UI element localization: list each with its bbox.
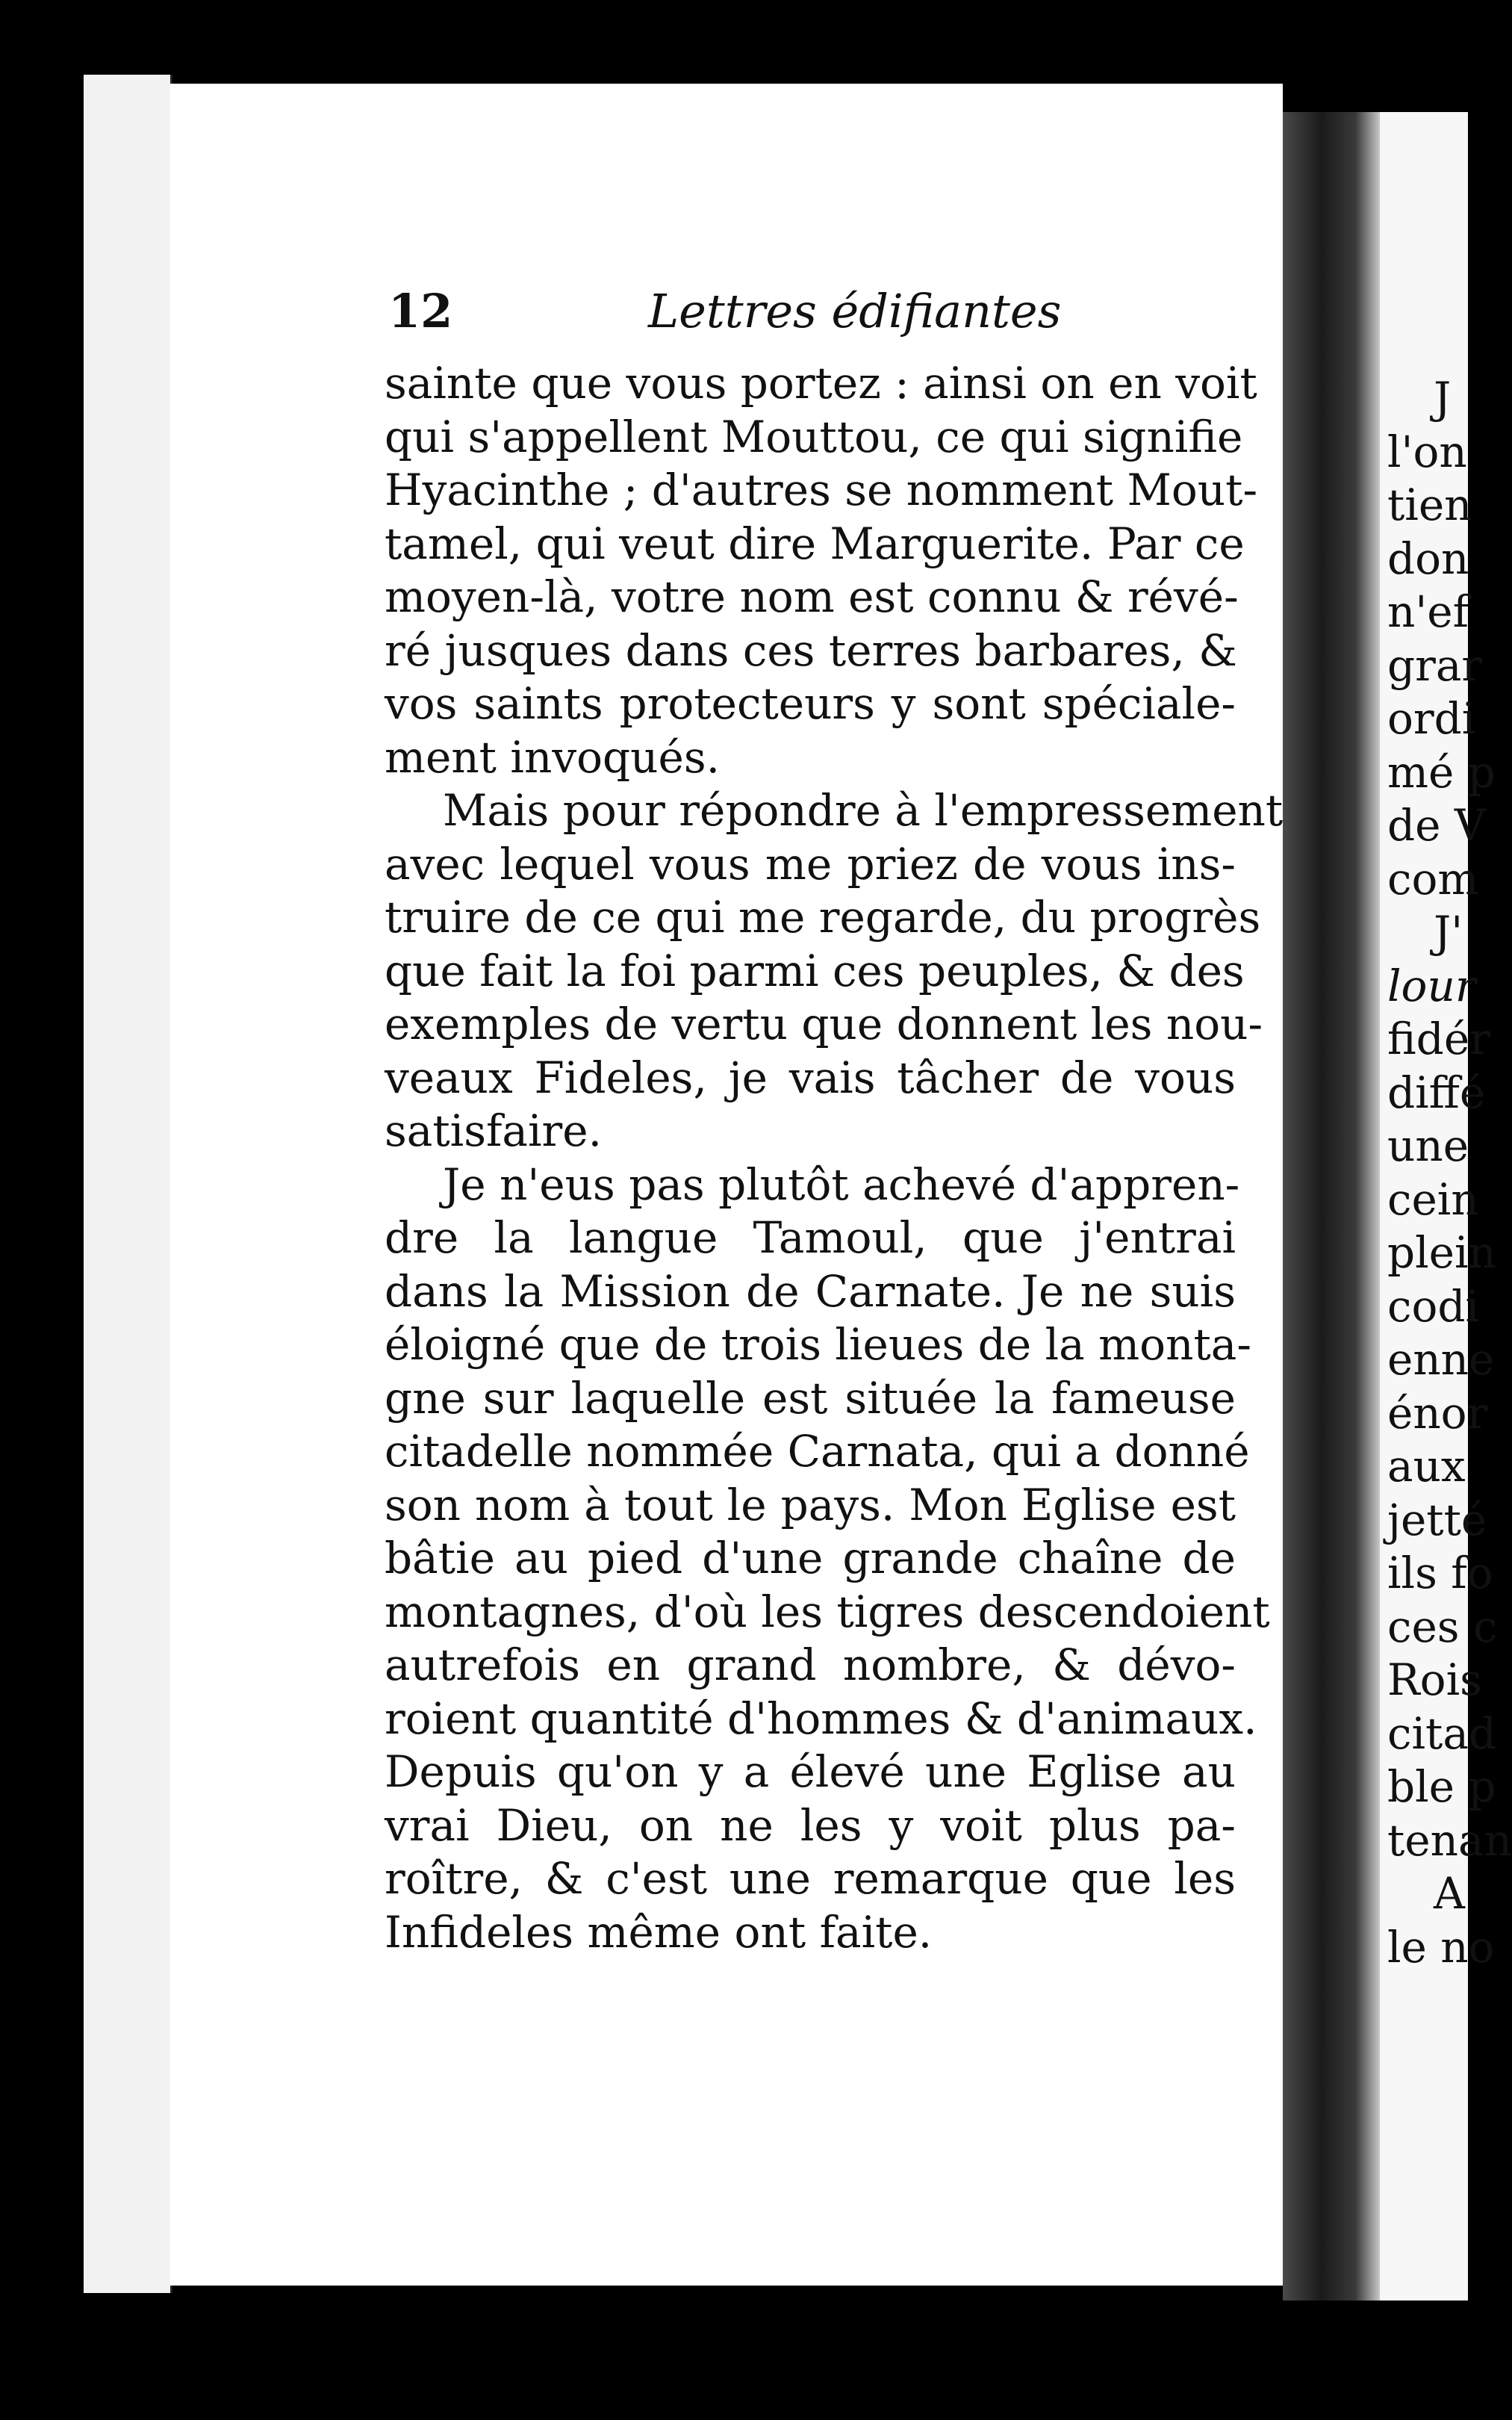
text-line: vrai Dieu, on ne les y voit plus pa- bbox=[385, 1799, 1236, 1851]
text-line: dans la Mission de Carnate. Je ne suis bbox=[385, 1265, 1236, 1317]
text-line: roître, & c'est une remarque que les bbox=[385, 1853, 1236, 1904]
text-line: gne sur laquelle est située la fameuse bbox=[385, 1372, 1236, 1424]
right-line: ordi bbox=[1387, 693, 1476, 744]
text-line: Depuis qu'on y a élevé une Eglise au bbox=[385, 1746, 1236, 1797]
right-line: J bbox=[1434, 373, 1452, 424]
right-line: lour bbox=[1387, 960, 1476, 1011]
right-line: aux bbox=[1387, 1441, 1466, 1492]
page-edge bbox=[113, 75, 141, 2293]
right-line: ils fo bbox=[1387, 1548, 1493, 1598]
text-line: Hyacinthe ; d'autres se nomment Mout- bbox=[385, 465, 1258, 515]
right-line: n'ef bbox=[1387, 586, 1469, 637]
text-line: vos saints protecteurs y sont spéciale- bbox=[385, 678, 1236, 729]
text-line: veaux Fideles, je vais tâcher de vous bbox=[385, 1052, 1236, 1103]
text-line: truire de ce qui me regarde, du progrès bbox=[385, 892, 1261, 943]
text-line: qui s'appellent Mouttou, ce qui signifie bbox=[385, 411, 1243, 462]
text-line: Je n'eus pas plutôt achevé d'appren- bbox=[443, 1158, 1240, 1210]
text-line: Infideles même ont faite. bbox=[385, 1906, 933, 1958]
right-line: jetté bbox=[1387, 1494, 1487, 1545]
right-line: codi bbox=[1387, 1280, 1480, 1332]
book-gutter bbox=[1283, 112, 1380, 2300]
text-line: que fait la foi parmi ces peuples, & des bbox=[385, 945, 1245, 996]
right-line: fidér bbox=[1387, 1014, 1490, 1064]
text-line: Mais pour répondre à l'empressement bbox=[443, 785, 1284, 836]
right-line: énor bbox=[1387, 1387, 1488, 1439]
right-line: cein bbox=[1387, 1173, 1479, 1225]
page-body-text bbox=[385, 357, 1284, 1959]
right-line: Rois bbox=[1387, 1654, 1482, 1705]
page-edge bbox=[139, 75, 172, 2293]
text-line: tamel, qui veut dire Marguerite. Par ce bbox=[385, 518, 1245, 569]
right-line: don bbox=[1387, 533, 1469, 584]
right-line: plein bbox=[1387, 1227, 1496, 1278]
right-line: ces c bbox=[1387, 1601, 1498, 1652]
right-line: ble p bbox=[1387, 1761, 1496, 1812]
right-line: grar bbox=[1387, 639, 1483, 691]
text-line: exemples de vertu que donnent les nou- bbox=[385, 999, 1263, 1049]
running-title: Lettres édifiantes bbox=[648, 284, 1062, 338]
right-line: l'on bbox=[1387, 426, 1467, 477]
right-line: com bbox=[1387, 853, 1479, 905]
right-line: A bbox=[1434, 1868, 1465, 1919]
text-line: ré jusques dans ces terres barbares, & bbox=[385, 624, 1237, 676]
right-line: le no bbox=[1387, 1921, 1495, 1973]
text-line: bâtie au pied d'une grande chaîne de bbox=[385, 1533, 1236, 1583]
text-line: dre la langue Tamoul, que j'entrai bbox=[385, 1212, 1236, 1263]
text-line: ment invoqués. bbox=[385, 731, 721, 783]
text-line: satisfaire. bbox=[385, 1105, 603, 1156]
right-line: une bbox=[1387, 1120, 1469, 1171]
text-line: éloigné que de trois lieues de la monta- bbox=[385, 1319, 1251, 1370]
right-line: mé p bbox=[1387, 746, 1496, 798]
text-line: montagnes, d'où les tigres descendoient bbox=[385, 1586, 1270, 1637]
text-line: moyen-là, votre nom est connu & révé- bbox=[385, 571, 1239, 622]
right-line: J' bbox=[1434, 907, 1463, 958]
text-line: citadelle nommée Carnata, qui a donné bbox=[385, 1426, 1250, 1477]
text-line: sainte que vous portez : ainsi on en voit bbox=[385, 358, 1257, 409]
right-line: tenan bbox=[1387, 1814, 1512, 1866]
right-page-text bbox=[1387, 372, 1512, 1974]
text-line: avec lequel vous me priez de vous ins- bbox=[385, 838, 1236, 890]
right-page bbox=[1380, 112, 1512, 2300]
text-line: son nom à tout le pays. Mon Eglise est bbox=[385, 1479, 1236, 1530]
page-edge bbox=[84, 75, 116, 2293]
right-line: tien bbox=[1387, 480, 1472, 530]
right-line: enne bbox=[1387, 1334, 1495, 1385]
right-line: citad bbox=[1387, 1707, 1497, 1759]
text-line: autrefois en grand nombre, & dévo- bbox=[385, 1639, 1236, 1690]
page-number: 12 bbox=[388, 284, 453, 338]
right-line: diffé bbox=[1387, 1067, 1486, 1118]
right-line: de V bbox=[1387, 800, 1486, 851]
text-line: roient quantité d'hommes & d'animaux. bbox=[385, 1693, 1257, 1744]
